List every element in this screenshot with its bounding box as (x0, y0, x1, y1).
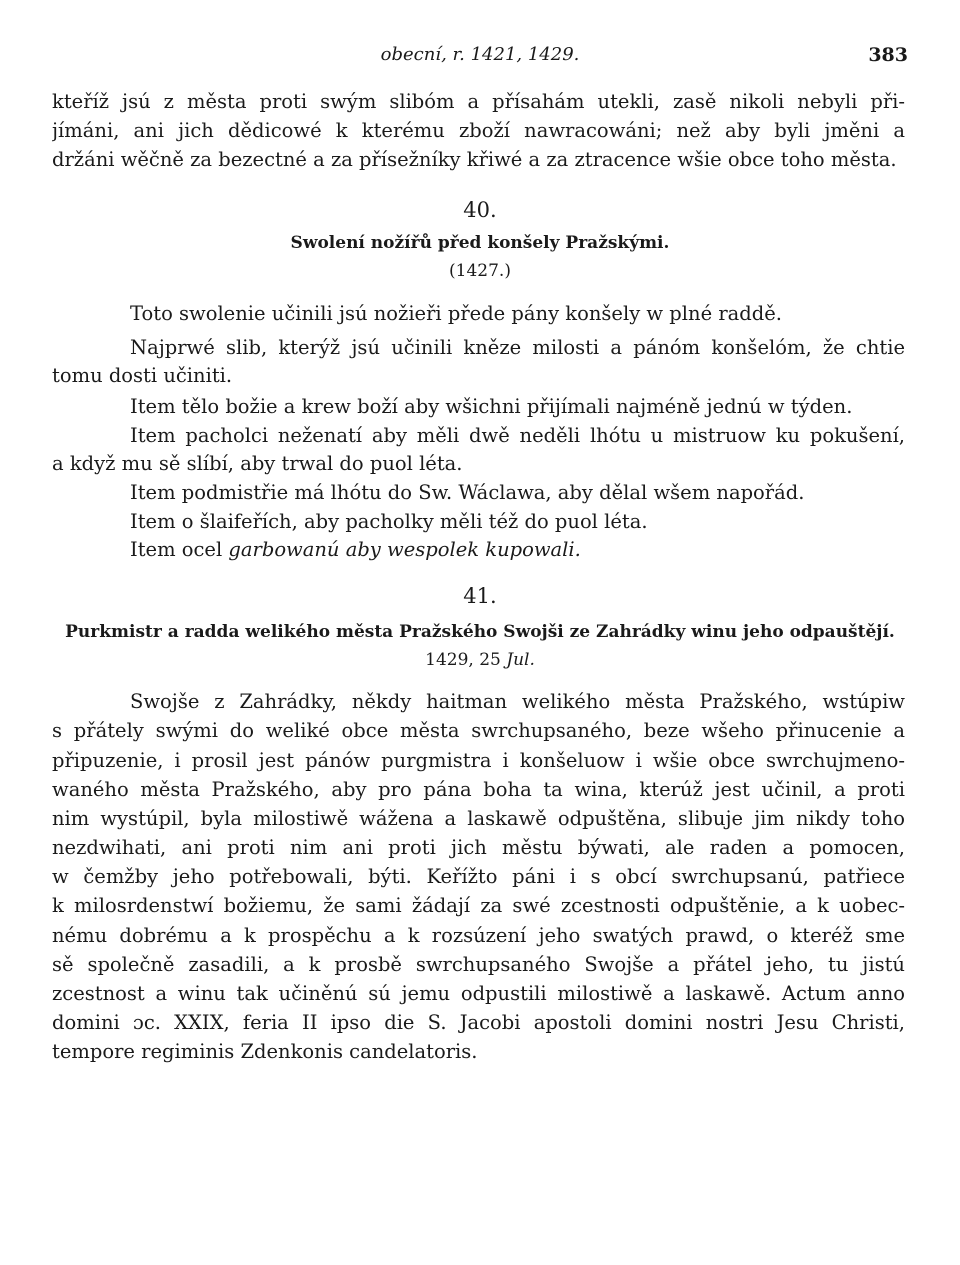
section-41-line: w čemžby jeho potřebowali, býti. Keřížto páni i s obcí swrchupsanú, patřiece (52, 865, 905, 888)
intro-line: kteříž jsú z města proti swým slibóm a přísahám utekli, zasě nikoli nebyli při- (52, 90, 905, 113)
section-41-line: sě společně zasadili, a k prosbě swrchupsaného Swojše a přátel jeho, tu jistú (52, 953, 905, 976)
section-41-number: 41. (463, 584, 497, 608)
section-41-line: zcestnost a winu tak učiněnú sú jemu odpustili milostiwě a laskawě. Actum anno (52, 982, 905, 1005)
section-40-last-line (130, 536, 905, 564)
intro-line: držáni wěčně za bezectné a za přísežníky křiwé a za ztracence wšie obce toho města. (52, 148, 897, 171)
section-40-title: Swolení nožířů před konšely Pražskými. (290, 233, 670, 253)
section-40-line: a když mu sě slíbí, aby trwal do puol léta. (52, 452, 463, 475)
running-head (0, 44, 960, 70)
section-41-line: tempore regiminis Zdenkonis candelatoris. (52, 1040, 478, 1063)
section-40-last-line-italic: garbowanú aby wespolek kupowali. (228, 538, 581, 561)
section-40-line: Item pacholci neženatí aby měli dwě neděli lhótu u mistruow ku pokušení, (130, 424, 905, 447)
running-title: obecní, r. 1421, 1429. (380, 44, 580, 65)
section-40-line: Toto swolenie učinili jsú nožieři přede pány konšely w plné raddě. (130, 302, 782, 325)
section-41-date (0, 650, 960, 670)
section-40-line: Item tělo božie a krew boží aby wšichni přijímali najméně jednú w týden. (130, 395, 853, 418)
section-41-date-plain: 1429, 25 (425, 650, 507, 670)
section-40-line: Item podmistřie má lhótu do Sw. Wáclawa, aby dělal wšem napořád. (130, 481, 805, 504)
section-41-line: Swojše z Zahrádky, někdy haitman welikého města Pražského, wstúpiw (130, 690, 905, 713)
section-40-last-line-plain: Item ocel (130, 538, 229, 561)
section-41-line: domini ɔc. XXIX, feria II ipso die S. Jacobi apostoli domini nostri Jesu Christi, (52, 1011, 905, 1034)
section-41-line: waného města Pražského, aby pro pána boha ta wina, kterúž jest učinil, a proti (52, 778, 905, 801)
section-40-line: Item o šlaifeřích, aby pacholky měli též do puol léta. (130, 510, 648, 533)
intro-line: jímáni, ani jich dědicowé k kterému zboží nawracowáni; než aby byli jměni a (52, 119, 905, 142)
section-41-line: k milosrdenstwí božiemu, že sami žádají za swé zcestnosti odpuštěnie, a k uobec- (52, 894, 905, 917)
section-40-line: tomu dosti učiniti. (52, 364, 233, 387)
section-41-line: nému dobrému a k prospěchu a k rozsúzení jeho swatých prawd, o kteréž sme (52, 924, 905, 947)
section-41-line: nim wystúpil, byla milostiwě wážena a laskawě odpuštěna, slibuje jim nikdy toho (52, 807, 905, 830)
section-40-date: (1427.) (449, 261, 511, 281)
page-number: 383 (868, 44, 908, 66)
section-41-date-italic: Jul. (506, 650, 535, 670)
section-41-line: s přátely swými do weliké obce města swrchupsaného, beze wšeho přinucenie a (52, 719, 905, 742)
section-41-line: připuzenie, i prosil jest pánów purgmistra i konšeluow i wšie obce swrchujmeno- (52, 749, 905, 772)
section-41-title: Purkmistr a radda welikého města Pražského Swojši ze Zahrádky winu jeho odpauštějí. (65, 622, 895, 642)
section-40-number: 40. (463, 198, 497, 222)
section-40-line: Najprwé slib, kterýž jsú učinili kněze milosti a pánóm konšelóm, že chtie (130, 336, 905, 359)
section-41-line: nezdwihati, ani proti nim ani proti jich městu býwati, ale raden a pomocen, (52, 836, 905, 859)
